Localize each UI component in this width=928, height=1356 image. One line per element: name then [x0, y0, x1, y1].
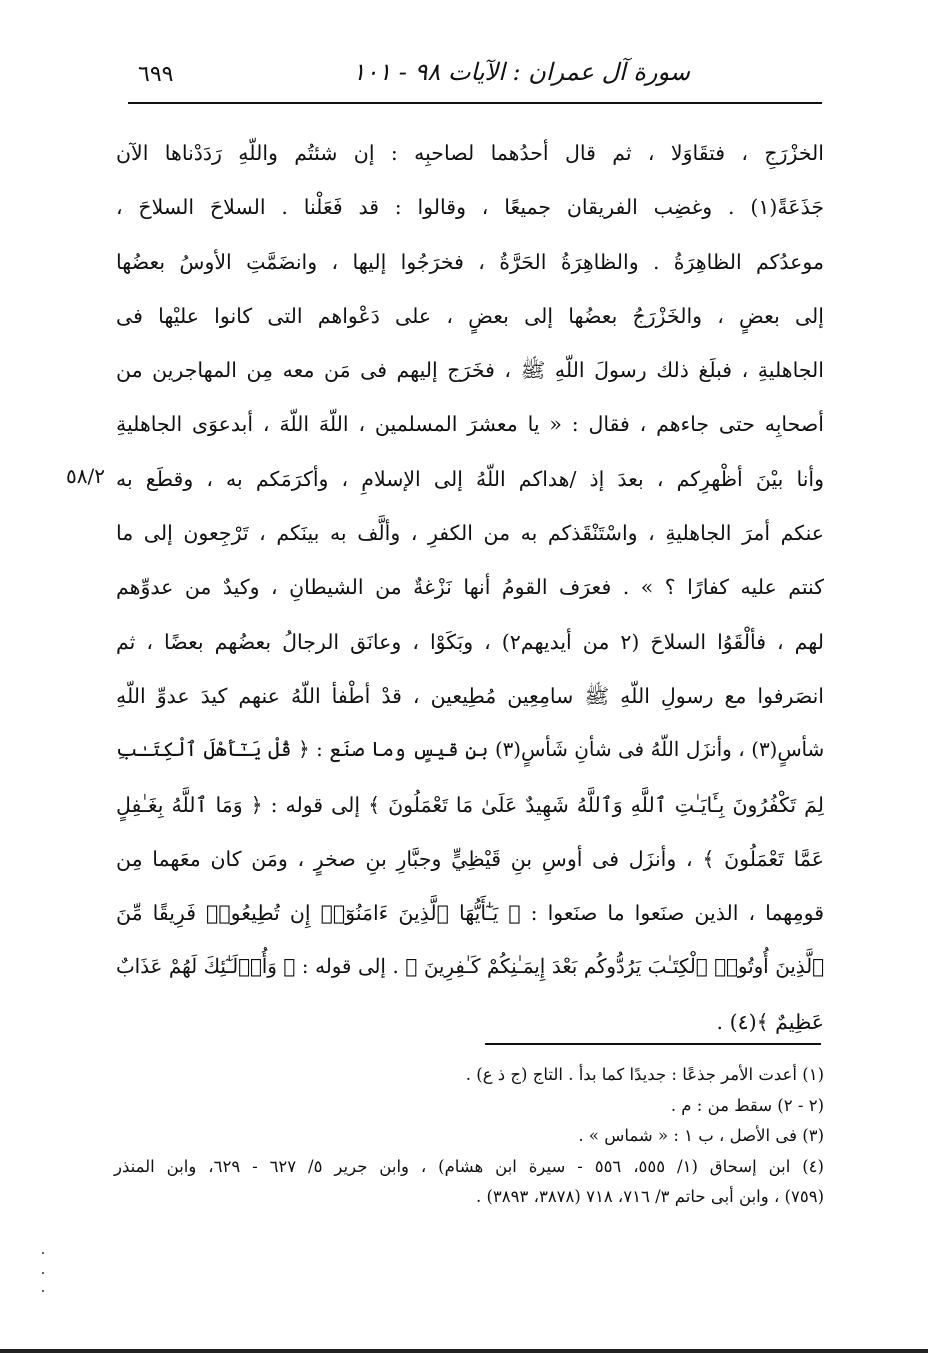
edge-dot: [42, 1290, 44, 1292]
bottom-rule: [0, 1349, 928, 1353]
header-rule: [128, 102, 822, 104]
text-line: الجاهليةِ ، فبلَغ ذلك رسولَ اللّهِ ﷺ ، فخَرَج إليهم فى مَن معه مِن المهاجرين من: [116, 358, 824, 383]
page-number: ٦٩٩: [138, 62, 174, 87]
body-text: [116, 126, 824, 1049]
text-line: كنتم عليه كفارًا ؟ » . فعرَف القومُ أنها نَزْغةٌ من الشيطانِ ، وكيدٌ من عدوِّهم: [116, 575, 824, 600]
footnote-1: (١) أعدت الأمر جذعًا : جديدًا كما بدأ . التاج (ج ذ ع) .: [465, 1065, 824, 1084]
text-line: عنكم أمرَ الجاهليةِ ، واسْتَنْقَذكم به من الكفرِ ، وألَّف به بينَكم ، تَرْجِعون إلى ما: [116, 521, 824, 546]
footnote-3: (٣) فى الأصل ، ب ١ : « شماس » .: [578, 1126, 824, 1145]
footnote-4-continued: (٧٥٩) ، وابن أبى حاتم ٣/ ٧١٦، ٧١٨ (٣٨٧٨، ٣٨٩٣) .: [475, 1187, 824, 1206]
text-line: أصحابِه حتى جاءهم ، فقال : « يا معشرَ المسلمين ، اللّهَ اللّهَ ، أبدعوَى الجاهليةِ: [116, 412, 824, 437]
margin-note: ٥٨/٢: [66, 464, 105, 488]
text-line: عَمَّا تَعْمَلُونَ ﴾ ، وأنزَل فى أوسِ بنِ قَيْظِيٍّ وجبَّارِ بنِ صخرٍ ، ومَن كان معَهما مِن: [116, 846, 824, 871]
edge-dot: [42, 1272, 44, 1274]
text-line: ٱلَّذِينَ أُوتُوا۟ ٱلْكِتَـٰبَ يَرُدُّوكُم بَعْدَ إِيمَـٰنِكُمْ كَـٰفِرِينَ ﴾ . إلى قوله : ﴿ وَأُو۟لَـٰٓئِكَ لَهُمْ عَذَابٌ: [116, 955, 824, 979]
text-line: وأنا بيْنَ أظْهرِكم ، بعدَ إذ /هداكم اللّهُ إلى الإسلامِ ، وأكرَمَكم به ، وقطَع به: [116, 466, 824, 491]
text-line: الخزْرَجِ ، فتقَاوَلا ، ثم قال أحدُهما لصاحبِه : إن شئتُم واللّهِ رَدَدْناها الآن: [116, 141, 824, 165]
footnote-2: (٢ - ٢) سقط من : م .: [670, 1095, 824, 1115]
text-line: لِمَ تَكْفُرُونَ بِـَٔايَـٰتِ ٱللَّهِ وَٱللَّهُ شَهِيدٌ عَلَىٰ مَا تَعْمَلُونَ ﴾ إلى قوله : ﴿ وَمَا ٱللَّهُ بِغَـٰفِلٍ: [116, 792, 824, 817]
text-line: موعدُكم الظاهِرَةُ . والظاهِرَةُ الحَرَّةُ ، فخرَجُوا إليها ، وانضَمَّتِ الأوسُ بعضُها: [116, 249, 824, 274]
text-line: قومِهما ، الذين صنَعوا ما صنَعوا : ﴿ يَـٰٓأَيُّهَا ٱلَّذِينَ ءَامَنُوٓا۟ إِن تُطِيعُوا۟ فَرِيقًا مِّنَ: [116, 901, 824, 926]
text-line: انصَرفوا مع رسولِ اللّهِ ﷺ سامِعِين مُطِيعين ، قدْ أطْفأ اللّهُ عنهم كيدَ عدوِّ اللّهِ: [116, 683, 824, 708]
edge-dot: [42, 1252, 44, 1254]
footnote-4: (٤) ابن إسحاق (١/ ٥٥٥، ٥٥٦ - سيرة ابن هشام) ، وابن جرير ٥/ ٦٢٧ - ٦٢٩، وابن المنذر: [114, 1156, 824, 1176]
running-title: سورة آل عمران : الآيات ٩٨ - ١٠١: [352, 58, 690, 86]
text-line: جَذَعَةً(١) . وغضِب الفريقان جميعًا ، وقالوا : قد فَعَلْنا . السلاحَ السلاحَ ،: [116, 195, 824, 220]
text-line-last: عَظِيمٌ ﴾(٤) .: [716, 1009, 824, 1034]
text-line: لهم ، فألْقَوُا السلاحَ (٢ من أيديهم٢) ، وبَكَوْا ، وعانَق الرجالُ بعضُهم بعضًا ، ثم: [116, 629, 824, 654]
footnote-rule: [485, 1043, 821, 1045]
text-line: إلى بعضٍ ، والخَزْرَجُ بعضُها إلى بعضٍ ، على دَعْواهم التى كانوا عليْها فى: [116, 303, 824, 328]
footnotes: [114, 1060, 824, 1213]
text-line: شأسٍ(٣) ، وأنزَل اللّهُ فى شأنِ شَأسٍ(٣) بنِ قيسٍ وما صنَع : ﴿ قُلْ يَـٰٓأَهْلَ ٱلْكِتَـٰبِ: [116, 738, 825, 762]
